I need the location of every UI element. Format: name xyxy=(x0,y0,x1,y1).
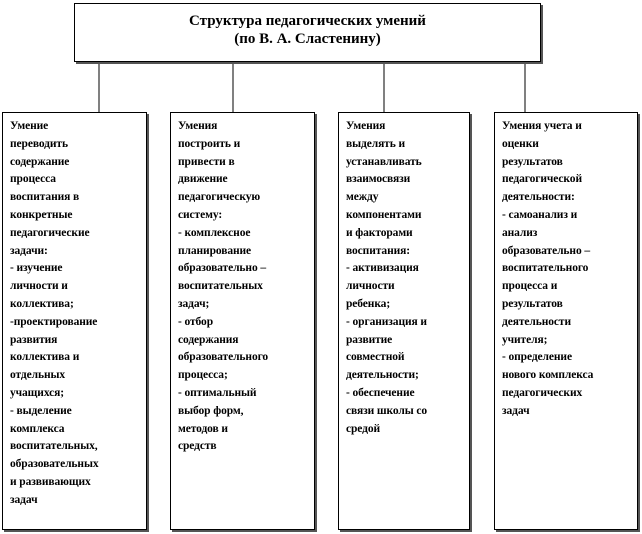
skill-box-line: коллектива; xyxy=(10,297,74,310)
skill-box-line: личности xyxy=(346,280,395,293)
skill-box-line: воспитания в xyxy=(10,191,80,204)
skill-box-line: воспитательного xyxy=(502,262,589,275)
skill-box-line: - оптимальный xyxy=(178,386,257,399)
skill-box-2 xyxy=(170,112,315,530)
skill-box-line: содержание xyxy=(10,155,70,168)
skill-box-line: построить и xyxy=(178,137,241,150)
skill-box-line: движение xyxy=(178,173,228,186)
skill-box-line: учителя; xyxy=(502,333,548,346)
skill-box-line: процесса; xyxy=(178,369,228,382)
skill-box-line: результатов xyxy=(502,155,563,168)
skill-box-line: и факторами xyxy=(346,226,413,239)
title-box xyxy=(74,3,541,62)
skill-box-line: средств xyxy=(178,440,217,453)
skill-box-line: - организация и xyxy=(346,315,427,328)
skill-box-line: ребенка; xyxy=(346,297,391,310)
skill-box-line: деятельности xyxy=(502,315,571,328)
skill-box-line: образовательно – xyxy=(178,262,267,275)
skill-box-line: переводить xyxy=(10,137,68,150)
skill-box-line: комплекса xyxy=(10,422,65,435)
title-line-2: (по В. А. Сластенину) xyxy=(234,31,381,47)
skill-box-line: процесса xyxy=(10,173,56,186)
skill-box-line: методов и xyxy=(178,422,228,435)
skill-box-line: анализ xyxy=(502,226,538,239)
skill-box-line: Умения xyxy=(346,120,386,132)
skill-box-line: компонентами xyxy=(346,208,422,221)
skill-box-line: выбор форм, xyxy=(178,404,244,417)
skill-box-line: - отбор xyxy=(178,315,213,328)
skill-box-line: - выделение xyxy=(10,404,72,417)
skill-box-line: средой xyxy=(346,422,381,435)
skill-box-3 xyxy=(338,112,470,530)
skill-box-line: воспитательных, xyxy=(10,440,98,453)
skill-box-line: воспитательных xyxy=(178,280,263,293)
skill-box-line: - активизация xyxy=(346,262,419,275)
skill-box-line: задач xyxy=(502,404,530,417)
skill-box-line: - обеспечение xyxy=(346,386,415,399)
skill-box-line: Умения учета и xyxy=(502,120,582,132)
skill-box-line: образовательно – xyxy=(502,244,591,257)
skill-box-line: педагогические xyxy=(10,226,90,239)
skill-box-line: Умения xyxy=(178,120,218,132)
skill-box-line: образовательных xyxy=(10,458,99,471)
title-line-1: Структура педагогических умений xyxy=(189,13,426,29)
skill-box-line: взаимосвязи xyxy=(346,173,411,186)
skill-box-line: устанавливать xyxy=(346,155,422,168)
skill-box-line: содержания xyxy=(178,333,239,346)
skill-box-line: коллектива и xyxy=(10,351,80,364)
skill-box-line: - комплексное xyxy=(178,226,251,239)
skill-box-line: учащихся; xyxy=(10,386,64,399)
skill-box-line: деятельности: xyxy=(502,191,575,204)
skill-box-line: задач; xyxy=(178,297,210,310)
skill-box-1 xyxy=(2,112,147,530)
skill-box-line: систему: xyxy=(178,208,223,221)
skill-box-line: выделять и xyxy=(346,137,406,150)
skill-box-line: -проектирование xyxy=(10,315,98,328)
skill-box-line: развития xyxy=(10,333,58,346)
skill-box-line: и развивающих xyxy=(10,475,91,488)
skill-box-line: педагогических xyxy=(502,386,583,399)
skill-box-line: личности и xyxy=(10,280,68,293)
skill-box-line: развитие xyxy=(346,333,393,346)
skill-box-line: образовательного xyxy=(178,351,269,364)
skill-box-line: привести в xyxy=(178,155,235,168)
skill-box-line: планирование xyxy=(178,244,252,257)
skill-box-line: Умение xyxy=(10,120,49,132)
skill-box-line: связи школы со xyxy=(346,404,428,417)
skill-box-line: - самоанализ и xyxy=(502,208,578,221)
skill-box-line: - изучение xyxy=(10,262,63,275)
skill-box-line: деятельности; xyxy=(346,369,419,382)
skill-box-line: нового комплекса xyxy=(502,369,594,382)
skill-box-line: оценки xyxy=(502,137,539,150)
skill-box-4 xyxy=(494,112,638,530)
skill-box-line: конкретные xyxy=(10,208,73,221)
skill-box-line: - определение xyxy=(502,351,572,364)
skill-box-line: отдельных xyxy=(10,369,66,382)
skill-box-line: воспитания: xyxy=(346,244,410,257)
skill-box-line: педагогическую xyxy=(178,191,261,204)
skill-box-line: результатов xyxy=(502,297,563,310)
skill-box-line: процесса и xyxy=(502,280,558,293)
skill-box-line: педагогической xyxy=(502,173,582,186)
skill-box-line: задач xyxy=(10,493,38,506)
skill-box-line: между xyxy=(346,191,379,204)
skill-box-line: совместной xyxy=(346,351,405,364)
skill-box-line: задачи: xyxy=(10,244,48,257)
